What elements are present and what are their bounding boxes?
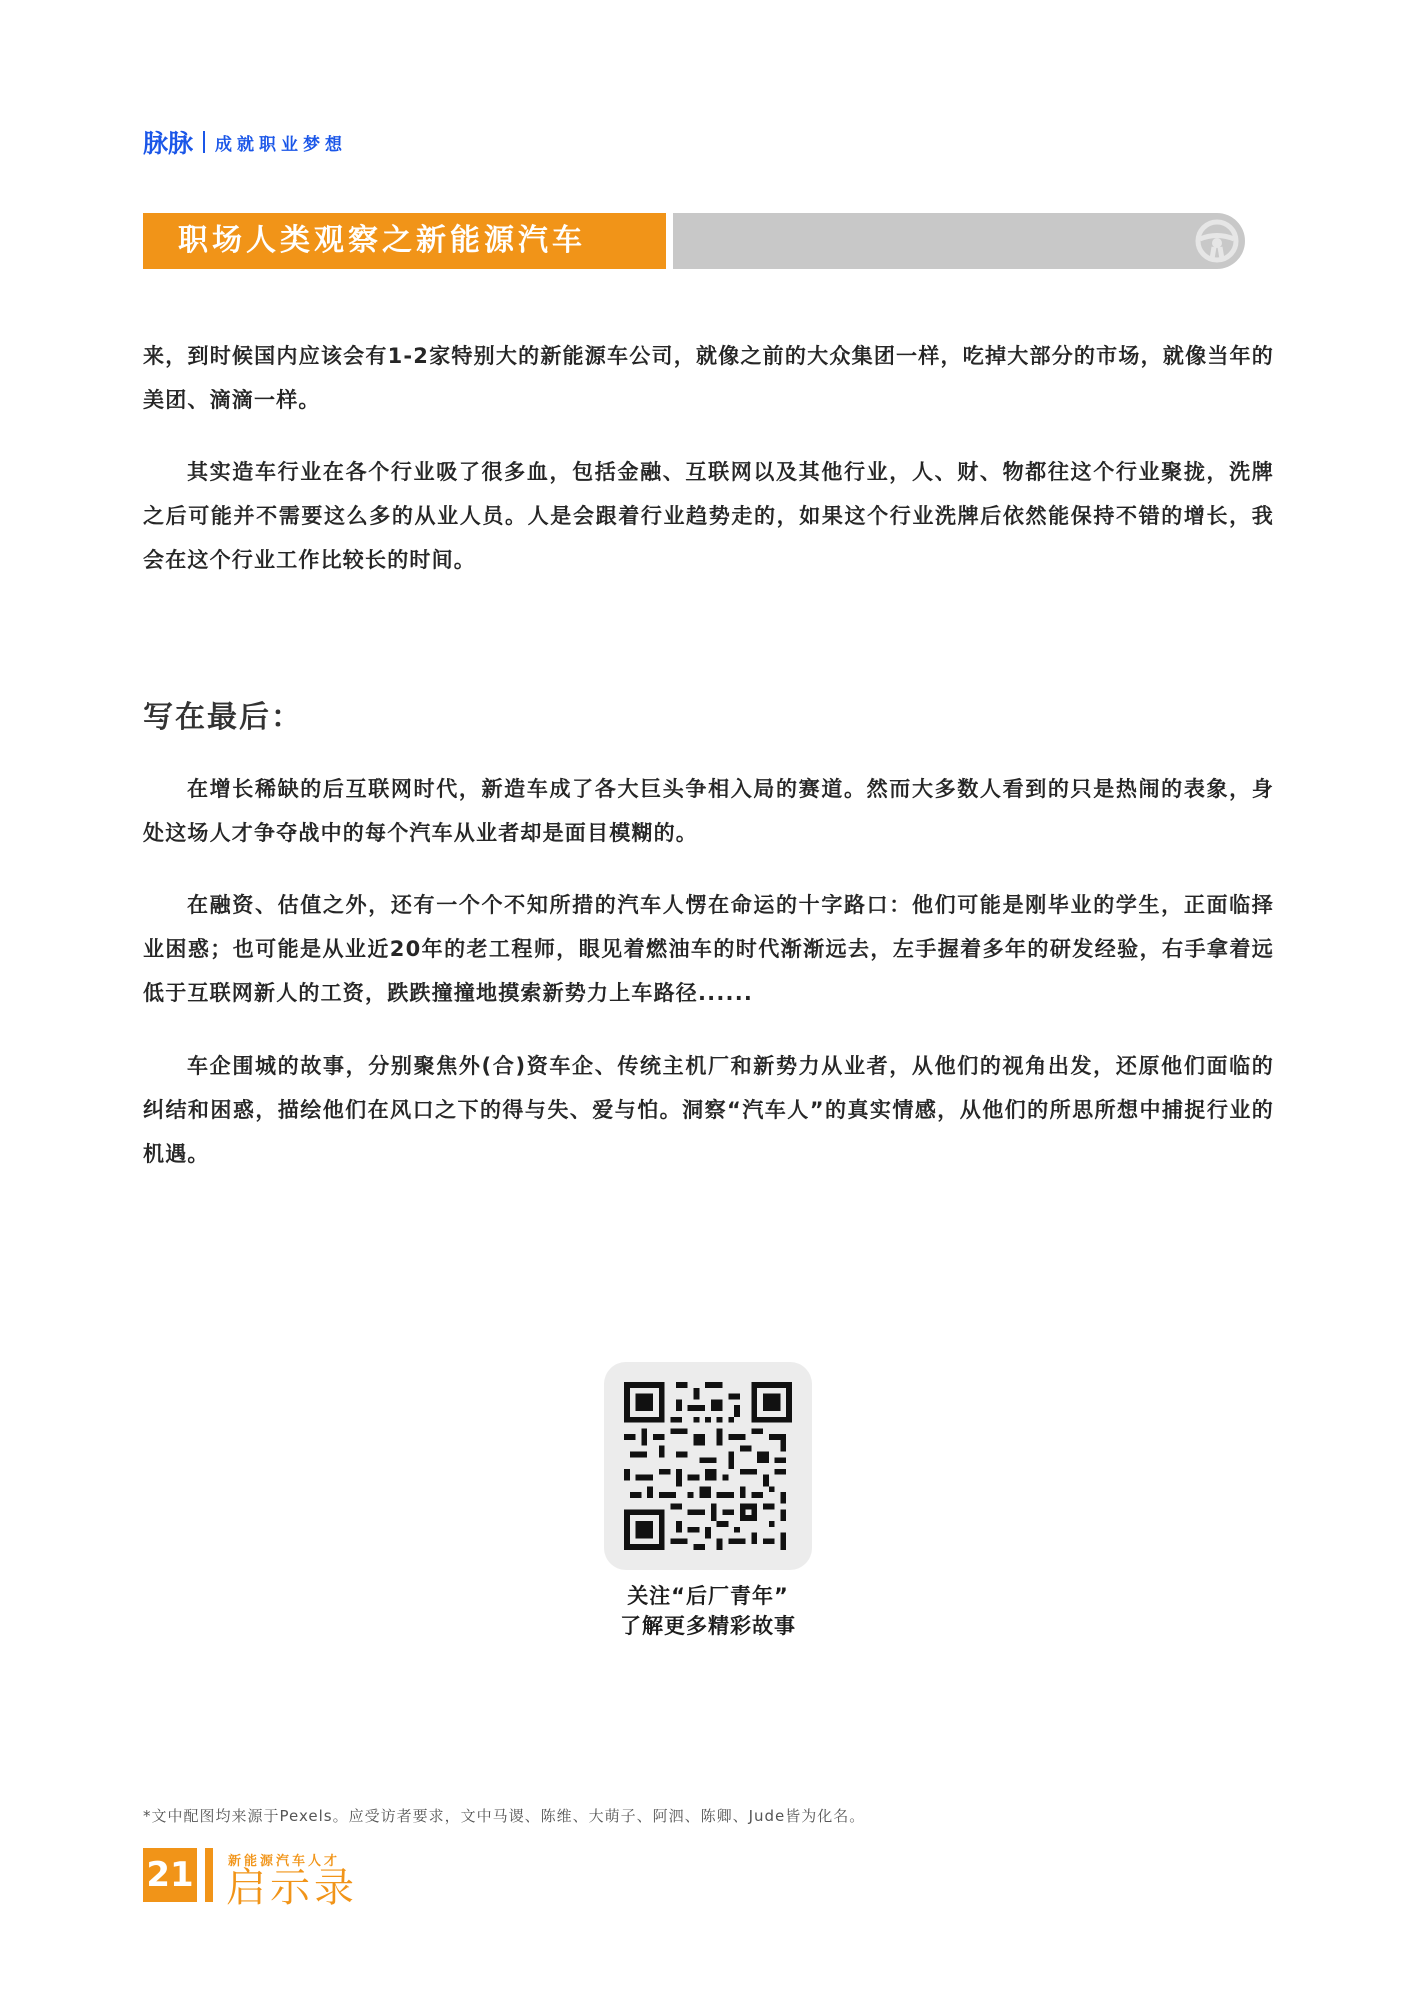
closing-paragraph-3: 车企围城的故事，分别聚焦外(合)资车企、传统主机厂和新势力从业者，从他们的视角出发，还原他们面临的纠结和困惑，描绘他们在风口之下的得与失、爱与怕。洞察“汽车人”的真实情感，从他们的所思所想中捕捉行业的机遇。 bbox=[143, 1054, 1274, 1166]
banner-gray-block bbox=[673, 213, 1245, 269]
closing-paragraph-2: 在融资、估值之外，还有一个个不知所措的汽车人愣在命运的十字路口：他们可能是刚毕业的学生，正面临择业困惑；也可能是从业近20年的老工程师，眼见着燃油车的时代渐渐远去，左手握着多年的研发经验，右手拿着远低于互联网新人的工资，跌跌撞撞地摸索新势力上车路径...... bbox=[143, 893, 1274, 1005]
brand-logo: 脉脉 bbox=[143, 129, 194, 158]
qr-caption-line2: 了解更多精彩故事 bbox=[620, 1614, 796, 1638]
qr-code bbox=[624, 1382, 792, 1550]
qr-code-card bbox=[604, 1362, 812, 1570]
page-number: 21 bbox=[143, 1848, 197, 1902]
section-heading: 写在最后： bbox=[143, 700, 303, 735]
title-banner bbox=[143, 213, 1273, 269]
steering-wheel-icon bbox=[1193, 217, 1241, 265]
brand-slogan: 成就职业梦想 bbox=[215, 134, 348, 155]
series-subtitle: 新能源汽车人才 bbox=[228, 1854, 341, 1869]
qr-caption-line1: 关注“后厂青年” bbox=[627, 1584, 789, 1608]
brand-divider bbox=[203, 131, 205, 153]
banner-title: 职场人类观察之新能源汽车 bbox=[178, 223, 586, 258]
brand-header bbox=[143, 126, 347, 158]
paragraph-2: 其实造车行业在各个行业吸了很多血，包括金融、互联网以及其他行业，人、财、物都往这个行业聚拢，洗牌之后可能并不需要这么多的从业人员。人是会跟着行业趋势走的，如果这个行业洗牌后依然能保持不错的增长，我会在这个行业工作比较长的时间。 bbox=[143, 460, 1274, 572]
image-credit-footnote: *文中配图均来源于Pexels。应受访者要求，文中马谡、陈维、大萌子、阿泗、陈卿、Jude皆为化名。 bbox=[143, 1807, 866, 1825]
closing-paragraph-1: 在增长稀缺的后互联网时代，新造车成了各大巨头争相入局的赛道。然而大多数人看到的只是热闹的表象，身处这场人才争夺战中的每个汽车从业者却是面目模糊的。 bbox=[143, 777, 1274, 845]
series-title: 启示录 bbox=[226, 1865, 358, 1911]
footer-divider-bar bbox=[205, 1848, 213, 1902]
paragraph-1: 来，到时候国内应该会有1-2家特别大的新能源车公司，就像之前的大众集团一样，吃掉大部分的市场，就像当年的美团、滴滴一样。 bbox=[143, 344, 1274, 412]
banner-divider bbox=[666, 213, 673, 269]
